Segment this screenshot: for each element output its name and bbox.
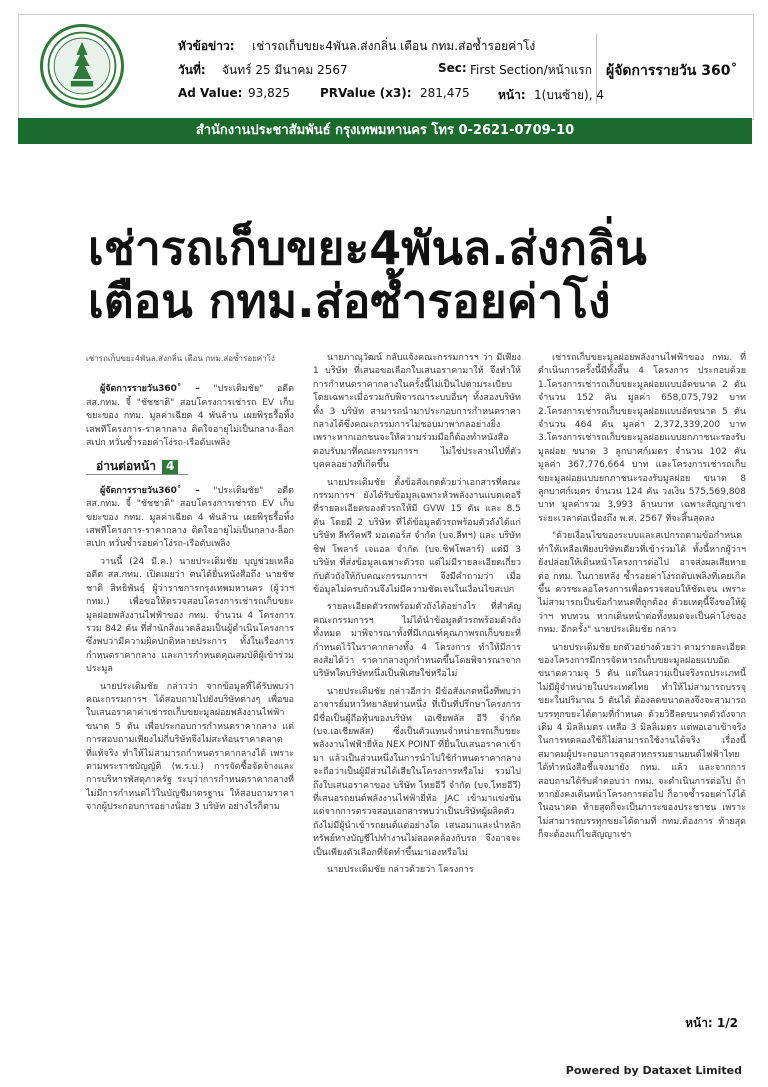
publication-name: ผู้จัดการรายวัน 360˚ <box>606 63 738 79</box>
pr-value-label: PRValue (x3): <box>320 86 412 100</box>
body-paragraph: วานนี้ (24 มี.ค.) นายประเดิมชัย บุญช่วยเหลือ อดีต สส.กทม. เปิดเผยว่า ตนได้ยื่นหนังสือถึง นายชัชชาติ สิทธิพันธุ์ ผู้ว่าราชการกรุงเทพมหานคร (ผู้ว่าฯ กทม.) เพื่อขอให้ตรวจสอบโครงการเช่ารถเก็บขยะมูลฝอยพลังงานไฟฟ้าของ กทม. จำนวน 4 โครงการ รวม 842 คัน ที่สำนักสิ่งแวดล้อมเป็นผู้ดำเนินโครงการ ซึ่งพบว่ามีความผิดปกติหลายประการ ทั้งในเรื่องการกำหนดราคากลาง และการกำหนดคุณสมบัติผู้เข้าร่วมประมูล <box>86 556 294 675</box>
read-more-page: 4 <box>162 460 178 473</box>
body-paragraph: นายประเดิมชัย กล่าวว่า จากข้อมูลที่ได้รับพบว่าคณะกรรมการฯ ได้สอบถามไปยังบริษัทต่างๆ เพื่อขอใบเสนอราคาค่าเช่ารถเก็บขยะมูลฝอยพลังงานไฟฟ้าขนาด 5 ตัน เพื่อประกอบการกำหนดราคากลาง แต่การสอบถามเพียงไม่กี่บริษัทจึงไม่สะท้อนราคาตลาดที่แท้จริง ทำให้ไม่สามารถกำหนดราคากลางได้ เพราะตามพระราชบัญญัติ (พ.ร.บ.) การจัดซื้อจัดจ้างและการบริหารพัสดุภาครัฐ ระบุว่าการกำหนดราคากลางที่ไม่มีการกำหนดไว้ในบัญชีมาตรฐาน ให้สอบถามราคาจากผู้ประกอบการอย่างน้อย 3 บริษัท อย่างไรก็ตาม <box>86 681 294 813</box>
article-kicker: เช่ารถเก็บขยะ4พันล.ส่งกลิ่น เตือน กทม.ส่อซ้ำรอยค่าโง่ <box>86 354 275 363</box>
lead-paragraph <box>86 383 294 450</box>
body-paragraph: นายประเดิมชัย ยกตัวอย่างด้วยว่า ตามรายละเอียดของโครงการมีการจัดหารถเก็บขยะมูลฝอยแบบอัด ขนาดความจุ 5 ตัน แต่ในความเป็นจริงรถประเภทนี้ไม่มีผู้จำหน่ายในประเทศไทย ทำให้ไม่สามารถบรรจุขยะในปริมาณ 5 ตันได้ ต้องลดขนาดลงจึงจะสามารถบรรทุกขยะได้ตามที่กำหนด ด้วยวิธีลดขนาดตัวถังจากเดิม 4 มิลลิเมตร เหลือ 3 มิลลิเมตร แต่พอเอาเข้าจริงในการทดลองใช้ก็ไม่สามารถใช้งานได้จริง เรื่องนี้สมาคมผู้ประกอบการอุตสาหกรรมยานยนต์ไฟฟ้าไทย ได้ทำหนังสือชี้แจงมายัง กทม. แล้ว และจากการสอบถามได้รับคำตอบว่า กทม. จะดำเนินการต่อไป ถ้าหากยังคงเดินหน้าโครงการต่อไป ก็อาจซ้ำรอยค่าโง่ได้ในอนาคต ท้ายสุดก็จะเป็นภาระของประชาชน เพราะไม่สามารถบรรทุกขยะได้ตามที่ กทม.ต้องการ ท้ายสุดก็จะต้องแก้ไขสัญญาเช่า <box>538 642 746 841</box>
headline-line-1: เช่ารถเก็บขยะ4พันล.ส่งกลิ่น <box>88 221 647 275</box>
lead-byline: ผู้จัดการรายวัน360˚ – <box>100 384 200 395</box>
body-paragraph: นายภาณุวัฒน์ กลับแจ้งคณะกรรมการฯ ว่า มีเพียง 1 บริษัท ที่เสนอขอเลือกใบเสนอราคามาให้ จึงทำให้การกำหนดราคากลางในครั้งนี้ไม่เป็นไปตามระเบียบ โดยเฉพาะเมื่อรวมกับพิจารณาระบบอื่นๆ ทั้งสองบริษัท ทั้ง 3 บริษัท สามารถนำมาประกอบการกำหนดราคากลางได้ซึ่งคณะกรรมการไม่ชอบมาพากลอย่างยิ่ง เพราะหากเอกชนจะให้ความร่วมมือก็ต้องทำหนังสือตอบรับมาที่คณะกรรมการฯ ไม่ใช่ประสานไปที่ตัวบุคคลอย่างที่เกิดขึ้น <box>313 353 521 471</box>
body-paragraph: นายประเดิมชัย กล่าวอีกว่า มีข้อสังเกตหนึ่งที่พบว่า อาจารย์มหาวิทยาลัยท่านหนึ่ง ที่เป็นที่ปรึกษาโครงการ มีชื่อเป็นผู้ถือหุ้นของบริษัท เอเซียพลัส อีวี จำกัด (บจ.เอเชียพลัส) ซึ่งเป็นตัวแทนจำหน่ายรถเก็บขยะพลังงานไฟฟ้ายี่ห้อ NEX POINT ที่ยื่นใบเสนอราคาเข้ามา แล้วเป็นส่วนหนึ่งในการนำไปใช้กำหนดราคากลาง จะถือว่าเป็นผู้มีส่วนได้เสียในโครงการหรือไม่ รวมไปถึงใบเสนอราคาของ บริษัท ไทยอีวี จำกัด (บจ.ไทยอีวี) ที่เสนอรถยนต์พลังงานไฟฟ้ายี่ห้อ JAC เข้ามาแข่งขัน แต่จากการตรวจสอบเอกสารพบว่าเป็นบริษัทผู้ผลิตตัวถังไม่มีผู้นำเข้ารถยนต์แต่อย่างใด เสนอมาและนำหลักทรัพย์ทางบัญชีไปทำงานไม่สอดคล้องกับรถ จึงอาจจะเป็นเพียงตัวเลือกที่จัดทำขึ้นมาเองหรือไม่ <box>313 686 521 858</box>
section-value: First Section/หน้าแรก <box>470 63 592 77</box>
article-headline <box>88 222 647 328</box>
read-more-label: อ่านต่อหน้า <box>96 459 156 474</box>
seal-icon <box>43 27 121 105</box>
page-counter: หน้า: 1/2 <box>685 1016 738 1030</box>
date-label: วันที่: <box>178 63 206 77</box>
body-paragraph <box>86 485 294 552</box>
powered-by-credit: Powered by Dataxet Limited <box>565 1064 742 1077</box>
page-label: หน้า: <box>498 88 526 102</box>
ad-value: 93,825 <box>248 86 290 100</box>
body-paragraph: เช่ารถเก็บขยะมูลฝอยพลังงานไฟฟ้าของ กทม. ที่ดำเนินการครั้งนี้มีทั้งสิ้น 4 โครงการ ประกอบด้วย 1.โครงการเช่ารถเก็บขยะมูลฝอยแบบอัดขนาด 2 ตัน จำนวน 152 คัน มูลค่า 658,075,792 บาท 2.โครงการเช่ารถเก็บขยะมูลฝอยแบบอัดขนาด 5 ตัน จำนวน 464 คัน มูลค่า 2,372,339,200 บาท 3.โครงการเช่ารถเก็บขยะมูลฝอยแบบยกภาชนะรองรับมูลฝอย ขนาด 3 ลูกบาศก์เมตร จำนวน 102 คัน มูลค่า 367,776,664 บาท และโครงการเช่ารถเก็บขยะมูลฝอยแบบยกภาชนะรองรับมูลฝอย ขนาด 8 ลูกบาศก์เมตร จำนวน 124 คัน วงเงิน 575,569,808 บาท มูลค่ารวม 3,993 ล้านบาท เฉพาะสัญญาเช่าระยะเวลาต่อเนื่องถึง พ.ศ. 2567 ที่จะสิ้นสุดลง <box>538 353 746 524</box>
bma-seal-logo <box>40 24 124 108</box>
article-column-3 <box>538 352 746 847</box>
body-paragraph: นายประเดิมชัย กล่าวด้วยว่า โครงการ <box>327 865 474 876</box>
headline-line-2: เตือน กทม.ส่อซ้ำรอยค่าโง่ <box>88 273 611 328</box>
article-column-1 <box>86 352 294 819</box>
office-contact-bar: สำนักงานประชาสัมพันธ์ กรุงเทพมหานคร โทร 0-2621-0709-10 <box>18 118 752 144</box>
headline-label: หัวข้อข่าว: <box>178 39 235 53</box>
lead-text: "ประเดิมชัย" อดีต สส.กทม. จี้ "ชัชชาติ" สอบโครงการเช่ารถ EV เก็บขยะของ กทม. มูลค่าเฉียด 4 พันล้าน เผยพิรุธรื้อทิ้งเสพทีโครงการ-ราคากลาง ติดใจอายุไม่เป็นกลาง-ล็อกสเปก หวั่นซ้ำรอยค่าโง่รถ-เรือดับเพลิง <box>86 384 294 449</box>
body-paragraph: "ด้วยเงื่อนไขของระบบและสเปกรถตามข้อกำหนด ทำให้เหลือเพียงบริษัทเดียวที่เข้าร่วมได้ ทั้งนี้หากผู้ว่าฯ ยังปล่อยให้เดินหน้าโครงการต่อไป อาจส่งผลเสียหายต่อ กทม. ในภายหลัง ซ้ำรอยค่าโง่รถดับเพลิงที่เคยเกิดขึ้น ควรชะลอโครงการเพื่อตรวจสอบให้ชัดเจน เพราะไม่สามารถเป็นข้อกำหนดที่ถูกต้อง ด้วยเหตุนี้จึงขอให้ผู้ว่าฯ ทบทวน หากเดินหน้าต่อทั้งหมดจะเป็นค่าโง่ของ กทม. อีกครั้ง" นายประเดิมชัย กล่าว <box>538 531 746 636</box>
date-value: จันทร์ 25 มีนาคม 2567 <box>222 63 348 77</box>
ad-value-label: Ad Value: <box>178 86 243 100</box>
article-column-2 <box>313 352 521 881</box>
pr-value: 281,475 <box>420 86 470 100</box>
read-more-link[interactable] <box>86 460 188 474</box>
section-label: Sec: <box>438 61 467 75</box>
body-paragraph: นายประเดิมชัย ตั้งข้อสังเกตด้วยว่าเอกสารที่คณะกรรมการฯ ยังได้รับข้อมูลเฉพาะหัวพลังงานแบตเตอรี่ ที่รายละเอียดของตัวรถให้มี GVW 15 ตัน และ 8.5 ตัน โดยมี 2 บริษัท ที่ได้ข้อมูลตัวรถพร้อมตัวถังได้แก่ บริษัท ลีทริคฟรี มอเตอร์ส จำกัด (บจ.ลีทฯ) และ บริษัท ชิฟ โพลาร์ เจแอล จำกัด (บจ.ชิฟโพลาร์) แต่มี 3 บริษัท ที่ส่งข้อมูลเฉพาะตัวรถ แต่ไม่มีรายละเอียดเกี่ยวกับตัวถังให้กับคณะกรรมการฯ จึงมีคำถามว่า เมื่อข้อมูลไม่ครบถ้วนจึงไม่มีความชัดเจนในเงื่อนไขสเปก <box>313 477 521 595</box>
body-text-1: "ประเดิมชัย" อดีต สส.กทม. จี้ "ชัชชาติ" สอบโครงการเช่ารถ EV เก็บขยะของ กทม. มูลค่าเฉียด 4 พันล้าน เผยพิรุธรื้อทิ้งเสพทีโครงการ-ราคากลาง ติดใจอายุไม่เป็นกลาง-ล็อกสเปก หวั่นซ้ำรอยค่าโง่รถ-เรือดับเพลิง <box>86 485 294 550</box>
body-paragraph: รายละเอียดตัวรถพร้อมตัวถังได้อย่างไร ที่สำคัญ คณะกรรมการฯ ไม่ได้นำข้อมูลตัวรถพร้อมตัวถังทั้งหมด มาพิจารณาทั้งที่มีเกณฑ์คุณภาพรถเก็บขยะที่กำหนดไว้ในราคากลางทั้ง 4 โครงการ ทำให้มีการสงสัยได้ว่า ราคากลางถูกกำหนดขึ้นโดยพิจารณาจากบริษัทใดบริษัทหนึ่งเป็นพิเศษใช่หรือไม่ <box>313 602 521 680</box>
headline-value: เช่ารถเก็บขยะ4พันล.ส่งกลิ่น เตือน กทม.ส่อซ้ำรอยค่าโง่ <box>252 39 536 53</box>
body-byline: ผู้จัดการรายวัน360˚ – <box>100 485 200 496</box>
page-value: 1(บนซ้าย), 4 <box>534 88 604 102</box>
